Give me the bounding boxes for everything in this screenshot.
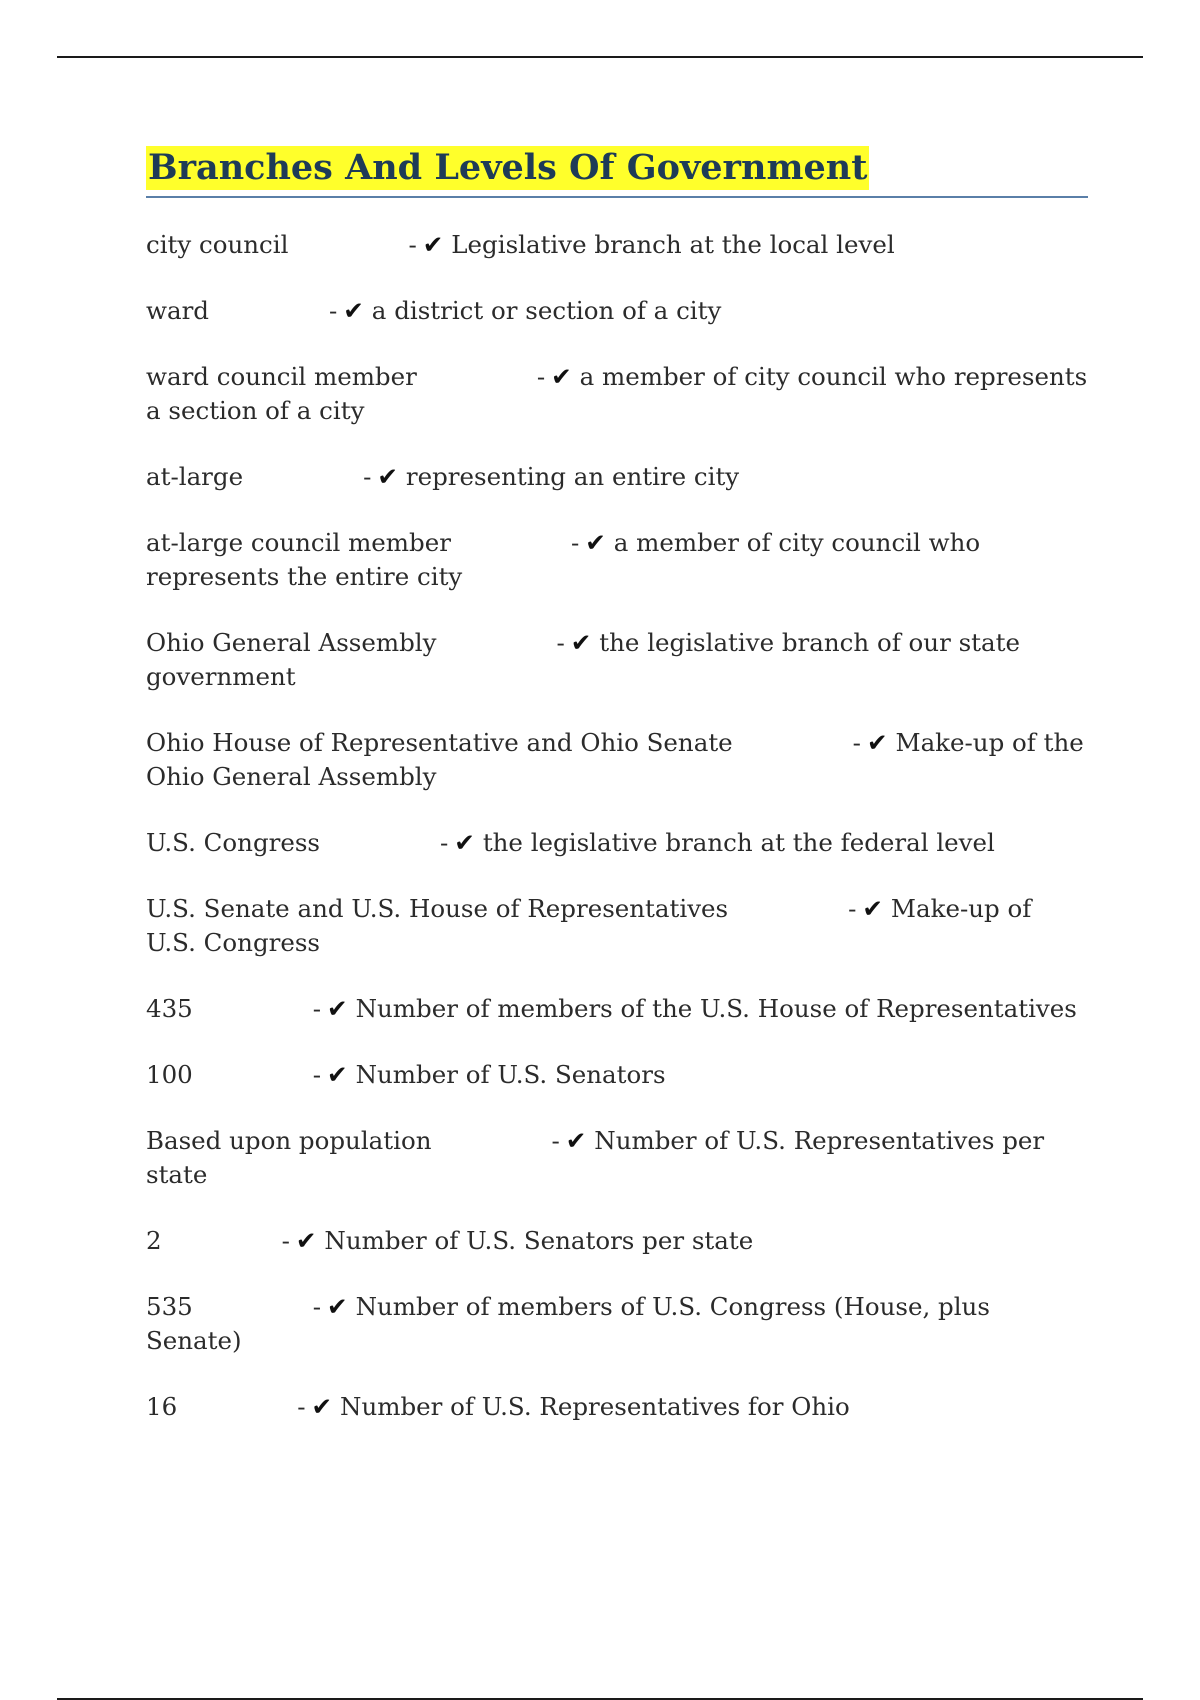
checkmark-icon: ✔ (866, 728, 888, 757)
entry-definition: Number of members of U.S. Congress (House, plus Senate) (146, 1292, 990, 1355)
entry-term: ward council member (146, 362, 417, 391)
document-body (146, 146, 1088, 1456)
checkmark-icon: ✔ (327, 1060, 348, 1089)
list-item: U.S. Senate and U.S. House of Representatives - ✔ Make-up of U.S. Congress (146, 894, 1032, 957)
entry-term: U.S. Senate and U.S. House of Representatives (146, 894, 729, 923)
entry-definition: Legislative branch at the local level (451, 230, 895, 259)
list-item: 16 - ✔ Number of U.S. Representatives for Ohio (146, 1392, 850, 1421)
entry-term: 16 (146, 1392, 178, 1421)
entry-definition: a member of city council who represents the entire city (146, 528, 981, 591)
entry-definition: Make-up of U.S. Congress (146, 894, 1032, 957)
list-item: 100 - ✔ Number of U.S. Senators (146, 1060, 666, 1089)
entry-definition: Number of U.S. Senators per state (324, 1226, 754, 1255)
list-item: Ohio House of Representative and Ohio Senate - ✔ Make-up of the Ohio General Assembly (146, 728, 1084, 791)
top-rule (57, 56, 1143, 58)
entry-definition: the legislative branch of our state government (146, 628, 1020, 691)
entry-term: 100 (146, 1060, 193, 1089)
entry-term: at-large council member (146, 528, 451, 557)
entry-definition: Number of members of the U.S. House of Representatives (355, 994, 1077, 1023)
entry-term: Based upon population (146, 1126, 432, 1155)
list-item: ward - ✔ a district or section of a city (146, 296, 722, 325)
checkmark-icon: ✔ (327, 994, 348, 1023)
list-item: city council - ✔ Legislative branch at the local level (146, 230, 895, 259)
checkmark-icon: ✔ (862, 894, 883, 923)
entry-definition: a district or section of a city (371, 296, 722, 325)
entry-term: 2 (146, 1226, 162, 1255)
list-item: at-large council member - ✔ a member of city council who represents the entire city (146, 528, 981, 591)
entry-definition: Number of U.S. Representatives for Ohio (340, 1392, 850, 1421)
checkmark-icon: ✔ (311, 1392, 332, 1421)
checkmark-icon: ✔ (327, 1292, 348, 1321)
checkmark-icon: ✔ (422, 230, 444, 259)
entry-term: U.S. Congress (146, 828, 320, 857)
checkmark-icon: ✔ (565, 1126, 587, 1155)
entry-definition: Number of U.S. Senators (355, 1060, 666, 1089)
checkmark-icon: ✔ (295, 1226, 317, 1255)
checkmark-icon: ✔ (551, 362, 572, 391)
list-item: ward council member - ✔ a member of city council who represents a section of a city (146, 362, 1088, 425)
entry-definition: Make-up of the Ohio General Assembly (146, 728, 1084, 791)
checkmark-icon: ✔ (454, 828, 475, 857)
list-item: Ohio General Assembly - ✔ the legislative branch of our state government (146, 628, 1020, 691)
entry-definition: the legislative branch at the federal level (482, 828, 995, 857)
entry-term: Ohio House of Representative and Ohio Senate (146, 728, 733, 757)
entry-definition: Number of U.S. Representatives per state (146, 1126, 1045, 1189)
checkmark-icon: ✔ (585, 528, 606, 557)
entry-definition: a member of city council who represents a section of a city (146, 362, 1088, 425)
entry-term: 535 (146, 1292, 193, 1321)
entry-definition: representing an entire city (405, 462, 740, 491)
entry-term: 435 (146, 994, 193, 1023)
checkmark-icon: ✔ (570, 628, 592, 657)
entry-list (146, 228, 1088, 1424)
list-item: 435 - ✔ Number of members of the U.S. House of Representatives (146, 994, 1077, 1023)
list-item: Based upon population - ✔ Number of U.S. Representatives per state (146, 1126, 1045, 1189)
list-item: U.S. Congress - ✔ the legislative branch at the federal level (146, 828, 995, 857)
title-section (146, 146, 1088, 198)
checkmark-icon: ✔ (377, 462, 398, 491)
entry-term: city council (146, 230, 289, 259)
list-item: 535 - ✔ Number of members of U.S. Congress (House, plus Senate) (146, 1292, 990, 1355)
list-item: at-large - ✔ representing an entire city (146, 462, 740, 491)
page-title: Branches And Levels Of Government (148, 147, 868, 188)
entry-term: Ohio General Assembly (146, 628, 437, 657)
entry-term: at-large (146, 462, 244, 491)
list-item: 2 - ✔ Number of U.S. Senators per state (146, 1226, 754, 1255)
entry-term: ward (146, 296, 209, 325)
checkmark-icon: ✔ (343, 296, 364, 325)
